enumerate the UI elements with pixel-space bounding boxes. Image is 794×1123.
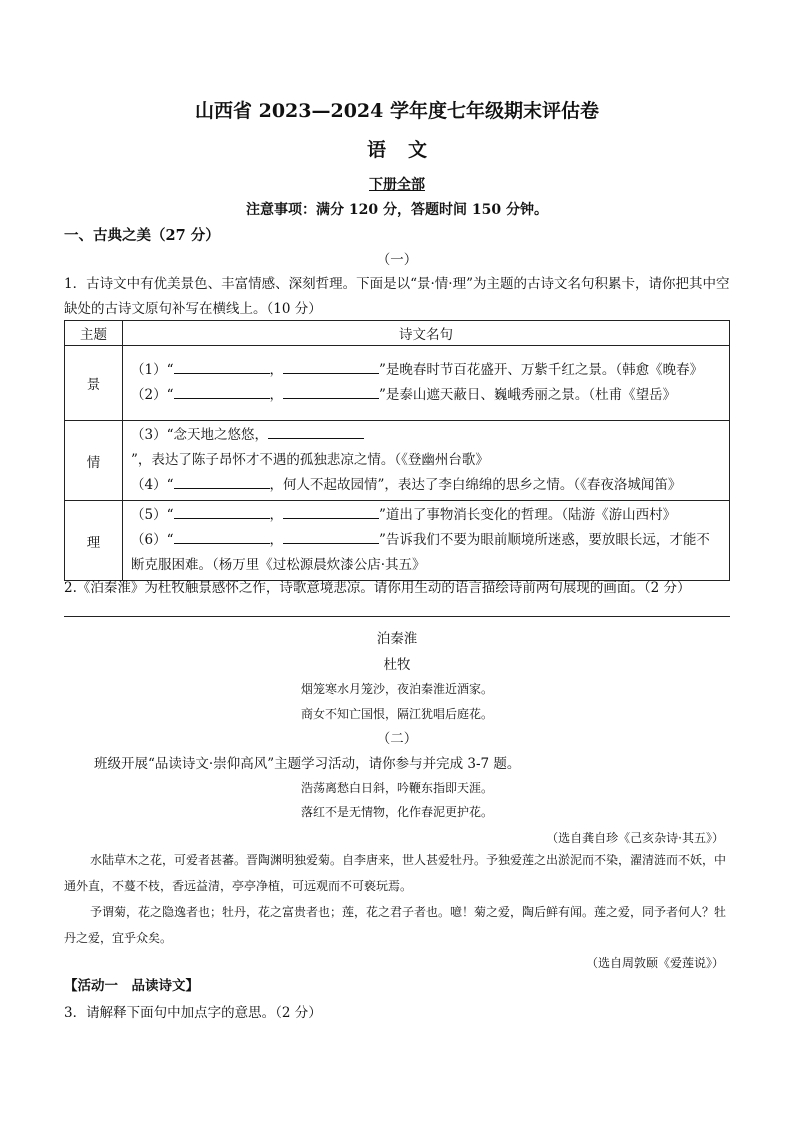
table-row (65, 346, 730, 421)
answer-blank[interactable] (174, 360, 270, 374)
fill-item: （6）“ ， ”告诉我们不要为眼前顺境所迷惑，要放眼长远，才能不断克服困难。（杨万里《过松源晨炊漆公店·其五》 (131, 532, 710, 573)
prose-paragraph: 予谓菊，花之隐逸者也；牡丹，花之富贵者也；莲，花之君子者也。噫！菊之爱，陶后鲜有闻。莲之爱，同予者何人？牡丹之爱，宜乎众矣。 (64, 905, 727, 945)
theme-cell: 理 (65, 501, 123, 581)
answer-blank[interactable] (174, 475, 270, 489)
theme-cell: 景 (65, 346, 123, 421)
lines-cell (123, 421, 730, 501)
table-header-lines: 诗文名句 (123, 321, 730, 346)
answer-blank[interactable] (283, 505, 379, 519)
poem-author: 杜牧 (383, 657, 411, 673)
answer-blank[interactable] (283, 385, 379, 399)
fill-item: （5）“ ， ”道出了事物消长变化的哲理。（陆游《游山西村》 (131, 507, 677, 523)
poem-line: 商女不知亡国恨，隔江犹唱后庭花。 (300, 707, 493, 721)
answer-blank[interactable] (174, 530, 270, 544)
poem-source: （选自龚自珍《己亥杂诗·其五》） (546, 831, 724, 845)
answer-blank[interactable] (283, 360, 379, 374)
fill-item: （4）“ ，何人不起故园情”，表达了李白绵绵的思乡之情。（《春夜洛城闻笛》 (131, 477, 682, 493)
lines-cell (123, 346, 730, 421)
scope-label: 下册全部 (369, 177, 425, 193)
prose-paragraph: 水陆草木之花，可爱者甚蕃。晋陶渊明独爱菊。自李唐来，世人甚爱牡丹。予独爱莲之出淤泥而不染，濯清涟而不妖，中通外直，不蔓不枝，香远益清，亭亭净植，可远观而不可亵玩焉。 (64, 853, 727, 893)
lines-cell (123, 501, 730, 581)
poem-line: 落红不是无情物，化作春泥更护花。 (300, 805, 493, 819)
table-row (65, 501, 730, 581)
part-two-label: （二） (376, 731, 418, 747)
answer-blank[interactable] (174, 505, 270, 519)
subject-heading: 语文 (366, 139, 449, 161)
table-row (65, 421, 730, 501)
answer-blank[interactable] (174, 385, 270, 399)
prose-source: （选自周敦颐《爱莲说》） (585, 956, 724, 970)
exam-title: 山西省 2023—2024 学年度七年级期末评估卷 (195, 100, 599, 122)
poem-card-table (64, 320, 730, 581)
question-2: 2.《泊秦淮》为杜牧触景感怀之作，诗歌意境悲凉。请你用生动的语言描绘诗前两句展现的画面。（2 分） (64, 580, 691, 596)
section-heading: 一、古典之美（27 分） (64, 227, 220, 244)
theme-cell: 情 (65, 421, 123, 501)
fill-item: （3）“念天地之悠悠，”，表达了陈子昂怀才不遇的孤独悲凉之情。（《登幽州台歌》 (131, 427, 489, 468)
part-one-label: （一） (376, 252, 418, 268)
answer-line[interactable] (64, 616, 730, 617)
answer-blank[interactable] (268, 425, 364, 439)
activity-heading: 【活动一 品读诗文】 (64, 978, 199, 994)
fill-item: （1）“ ， ”是晚春时节百花盛开、万紫千红之景。（韩愈《晚春》 (131, 362, 704, 378)
fill-item: （2）“ ， ”是泰山遮天蔽日、巍峨秀丽之景。（杜甫《望岳》 (131, 387, 677, 403)
notice-text: 注意事项：满分 120 分，答题时间 150 分钟。 (246, 202, 548, 218)
poem-title: 泊秦淮 (376, 631, 418, 647)
poem-line: 浩荡离愁白日斜，吟鞭东指即天涯。 (300, 781, 493, 795)
poem-line: 烟笼寒水月笼沙，夜泊秦淮近酒家。 (300, 682, 493, 696)
table-header-theme: 主题 (65, 321, 123, 346)
question-3: 3．请解释下面句中加点字的意思。（2 分） (64, 1005, 322, 1021)
answer-blank[interactable] (283, 530, 379, 544)
question-1: 1．古诗文中有优美景色、丰富情感、深刻哲理。下面是以“景·情·理”为主题的古诗文名句积累卡，请你把其中空缺处的古诗文原句补写在横线上。（10 分） (64, 276, 730, 317)
activity-intro: 班级开展“品读诗文·崇仰高风”主题学习活动，请你参与并完成 3-7 题。 (94, 756, 521, 772)
